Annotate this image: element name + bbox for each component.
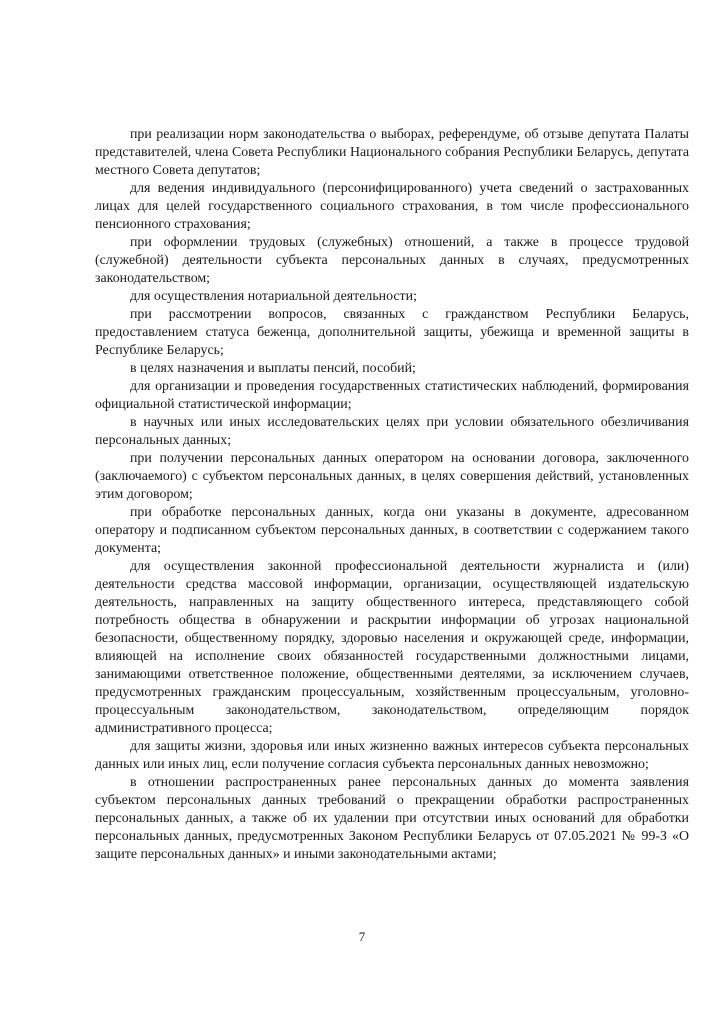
paragraph-contract: при получении персональных данных оператором на основании договора, заключенного (заключаемого) с субъектом персональных данных, в целях совершения действий, установленных этим договором;: [95, 451, 689, 502]
paragraph-social-insurance: для ведения индивидуального (персонифицированного) учета сведений о застрахованных лицах для целей государственного социального страхования, в том числе профессионального пенсионного страхования;: [95, 181, 689, 232]
paragraph-statistics: для организации и проведения государственных статистических наблюдений, формирования официальной статистической информации;: [95, 379, 689, 412]
page-number: 7: [358, 929, 366, 944]
paragraph-labor-relations: при оформлении трудовых (служебных) отношений, а также в процессе трудовой (служебной) деятельности субъекта персональных данных в случаях, предусмотренных законодательством;: [95, 235, 689, 286]
paragraph-citizenship: при рассмотрении вопросов, связанных с гражданством Республики Беларусь, предоставлением статуса беженца, дополнительной защиты, убежища и временной защиты в Республике Беларусь;: [95, 307, 689, 358]
paragraph-journalism: для осуществления законной профессиональной деятельности журналиста и (или) деятельности средства массовой информации, организации, осуществляющей издательскую деятельность, направленных на защиту общественного интереса, представляющего собой потребность общества в обнаружении и раскрытии информации об угрозах национальной безопасности, общественному порядку, здоровью населения и окружающей среде, информации, влияющей на исполнение своих обязанностей государственными должностными лицами, занимающими ответственное положение, общественными деятелями, за исключением случаев, предусмотренных гражданским процессуальным, хозяйственным процессуальным, уголовно-процессуальным законодательством, законодательством, определяющим порядок административного процесса;: [95, 559, 689, 736]
paragraph-pensions: в целях назначения и выплаты пенсий, пособий;: [130, 361, 416, 376]
paragraph-notary: для осуществления нотариальной деятельности;: [130, 289, 417, 304]
paragraph-research: в научных или иных исследовательских целях при условии обязательного обезличивания персональных данных;: [95, 415, 689, 448]
paragraph-elections: при реализации норм законодательства о выборах, референдуме, об отзыве депутата Палаты представителей, члена Совета Республики Национального собрания Республики Беларусь, депутата местного Совета депутатов;: [95, 127, 689, 178]
document-body: [95, 126, 689, 864]
paragraph-published-data: в отношении распространенных ранее персональных данных до момента заявления субъектом персональных данных требований о прекращении обработки распространенных персональных данных, а также об их удалении при отсутствии иных оснований для обработки персональных данных, предусмотренных Законом Республики Беларусь от 07.05.2021 № 99-З «О защите персональных данных» и иными законодательными актами;: [95, 775, 689, 862]
paragraph-vital-interests: для защиты жизни, здоровья или иных жизненно важных интересов субъекта персональных данных или иных лиц, если получение согласия субъекта персональных данных невозможно;: [95, 739, 689, 772]
paragraph-signed-document: при обработке персональных данных, когда они указаны в документе, адресованном оператору и подписанном субъектом персональных данных, в соответствии с содержанием такого документа;: [95, 505, 689, 556]
